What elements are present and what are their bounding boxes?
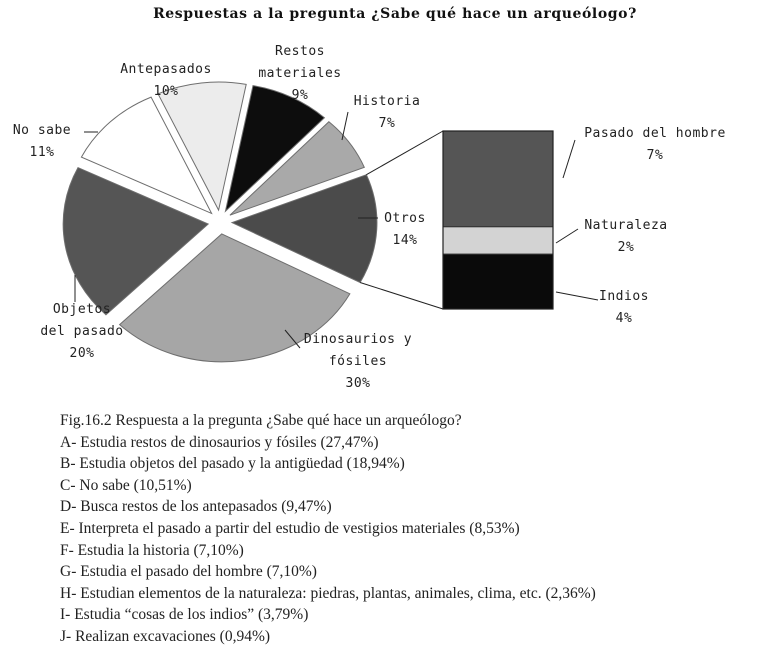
caption-item: A- Estudia restos de dinosaurios y fósiles (27,47%) [60, 433, 379, 451]
label-historia [354, 94, 421, 131]
category-historia: Historia [353, 94, 421, 109]
connector-top [366, 131, 443, 175]
label-naturaleza [584, 218, 667, 255]
value-naturaleza: 2% [617, 240, 635, 255]
category-otros: Otros [384, 211, 426, 226]
label-pasado [584, 126, 726, 163]
category-restos: Restos [275, 44, 325, 59]
label-nosabe [13, 123, 71, 160]
bar-segment-indios [443, 254, 553, 309]
value-nosabe: 11% [29, 145, 55, 160]
caption-heading: Fig.16.2 Respuesta a la pregunta ¿Sabe qué hace un arqueólogo? [60, 412, 462, 429]
category-restos: materiales [258, 66, 342, 81]
category-nosabe: No sabe [12, 123, 72, 138]
category-antepasados: Antepasados [120, 62, 212, 77]
caption-item: C- No sabe (10,51%) [60, 476, 192, 494]
category-naturaleza: Naturaleza [584, 218, 668, 233]
category-objetos: del pasado [40, 324, 124, 339]
chart-title: Respuestas a la pregunta ¿Sabe qué hace un arqueólogo? [153, 6, 637, 22]
label-otros [384, 211, 426, 248]
value-otros: 14% [392, 233, 418, 248]
label-indios [599, 289, 649, 326]
leader-naturaleza [556, 229, 578, 243]
leader-indios [556, 292, 598, 300]
value-antepasados: 10% [153, 84, 179, 99]
caption-item: H- Estudian elementos de la naturaleza: piedras, plantas, animales, clima, etc. (2,36%) [60, 584, 596, 602]
caption-item: J- Realizan excavaciones (0,94%) [60, 627, 271, 645]
label-objetos [40, 302, 123, 361]
caption-item: F- Estudia la historia (7,10%) [60, 541, 244, 559]
category-indios: Indios [599, 289, 649, 304]
leader-pasado [563, 140, 575, 178]
value-objetos: 20% [69, 346, 95, 361]
category-objetos: Objetos [52, 302, 112, 317]
category-dinosaurios: fósiles [328, 354, 388, 369]
caption-item: B- Estudia objetos del pasado y la antigüedad (18,94%) [60, 455, 405, 473]
bar-segment-pasado [443, 131, 553, 227]
category-dinosaurios: Dinosaurios y [303, 332, 413, 347]
label-dinosaurios [304, 332, 412, 391]
leader-historia [342, 112, 348, 140]
category-pasado: Pasado del hombre [584, 126, 726, 141]
caption-item: E- Interpreta el pasado a partir del estudio de vestigios materiales (8,53%) [60, 519, 520, 537]
figure-caption [60, 410, 596, 648]
caption-item: G- Estudia el pasado del hombre (7,10%) [60, 563, 317, 581]
value-historia: 7% [378, 116, 396, 131]
value-indios: 4% [615, 311, 633, 326]
caption-item: I- Estudia “cosas de los indios” (3,79%) [60, 606, 309, 624]
value-pasado: 7% [646, 148, 664, 163]
caption-item: D- Busca restos de los antepasados (9,47%) [60, 498, 332, 516]
bar-segment-naturaleza [443, 227, 553, 254]
value-dinosaurios: 30% [345, 376, 371, 391]
value-restos: 9% [291, 88, 309, 103]
connector-bottom [360, 283, 443, 310]
